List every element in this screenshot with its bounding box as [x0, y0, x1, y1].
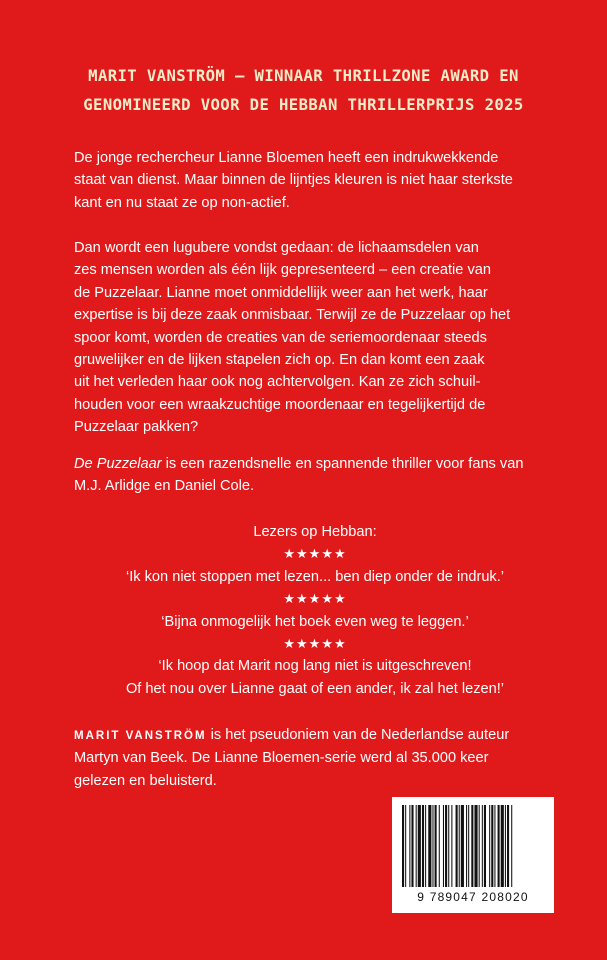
barcode-bar: [432, 805, 433, 887]
blurb-line: houden voor een wraakzuchtige moordenaar en tegelijkertijd de: [74, 396, 486, 413]
barcode-bar: [468, 805, 469, 887]
barcode-bar: [416, 805, 417, 887]
barcode-bar: [482, 805, 483, 887]
barcode-bar: [451, 805, 452, 887]
barcode-bars: [398, 805, 548, 889]
barcode-bar: [466, 805, 467, 887]
barcode-bar: [479, 805, 480, 887]
barcode-bar: [439, 805, 440, 887]
blurb-line: de Puzzelaar. Lianne moet onmiddellijk weer aan het werk, haar: [74, 284, 488, 301]
author-bio-line: gelezen en beluisterd.: [74, 772, 217, 789]
blurb-line: De jonge rechercheur Lianne Bloemen heeft een indrukwekkende: [74, 150, 499, 166]
barcode-bar: [445, 805, 447, 887]
author-bio-text: is het pseudoniem van de Nederlandse auteur: [206, 727, 510, 743]
isbn-number: 9 789047 208020: [417, 890, 529, 904]
barcode-bar: [484, 805, 486, 887]
barcode-bar: [411, 805, 413, 887]
barcode-bar: [402, 805, 404, 887]
author-bio: [74, 724, 554, 792]
author-bio-line: Martyn van Beek. De Lianne Bloemen-serie werd al 35.000 keer: [74, 750, 489, 767]
blurb-line: gruwelijker en de lijken stapelen zich op. En dan komt een zaak: [74, 352, 485, 369]
review-quote-1: ‘Ik kon niet stoppen met lezen... ben diep onder de indruk.’: [125, 568, 505, 585]
barcode-bar: [435, 805, 437, 887]
barcode-bar: [405, 805, 406, 887]
review-quote-3-line-1: ‘Ik hoop dat Marit nog lang niet is uitgeschreven!: [158, 658, 472, 675]
blurb-line: spoor komt, worden de creaties van de seriemoordenaar steeds: [74, 329, 487, 346]
blurb-line: zes mensen worden als één lijk gepresenteerd – een creatie van: [74, 262, 491, 279]
barcode-bar: [501, 805, 504, 887]
blurb-line: Puzzelaar pakken?: [74, 419, 199, 436]
blurb-paragraph-2: [74, 237, 544, 439]
author-bio-line: [74, 724, 554, 747]
barcode-bar: [491, 805, 493, 887]
barcode-bar: [422, 805, 424, 887]
blurb-line: staat van dienst. Maar binnen de lijntjes kleuren is niet haar sterkste: [74, 172, 513, 189]
author-name: MARIT VANSTRÖM: [74, 730, 207, 742]
barcode-bar: [471, 805, 473, 887]
reader-reviews: [40, 521, 590, 700]
barcode-bar: [494, 805, 495, 887]
reviews-heading: Lezers op Hebban:: [253, 524, 377, 540]
review-quote-2: ‘Bijna onmogelijk het boek even weg te leggen.’: [161, 613, 469, 630]
blurb-line: kant en nu staat ze op non-actief.: [74, 194, 290, 211]
blurb-text: is een razendsnelle en spannende thriller voor fans van: [161, 456, 524, 472]
barcode-bar: [511, 805, 512, 887]
barcode-bar: [474, 805, 477, 887]
star-rating: ★★★★★: [283, 636, 347, 652]
header-tagline: [20, 62, 587, 120]
barcode-bar: [448, 805, 449, 887]
blurb-paragraph-3: [74, 453, 544, 498]
barcode-bar: [489, 805, 490, 887]
book-title: De Puzzelaar: [74, 456, 162, 472]
barcode-bar: [507, 805, 509, 887]
blurb-line: M.J. Arlidge en Daniel Cole.: [74, 478, 255, 495]
star-rating: ★★★★★: [283, 546, 347, 562]
barcode-bar: [425, 805, 426, 887]
blurb-paragraph-1: [74, 147, 544, 214]
barcode-bar: [428, 805, 431, 887]
blurb-line: uit het verleden haar ook nog achtervolgen. Kan ze zich schuil-: [74, 374, 481, 391]
barcode-bar: [459, 805, 460, 887]
barcode-bar: [409, 805, 410, 887]
blurb-line: expertise is bij deze zaak onmisbaar. Terwijl ze de Puzzelaar op het: [74, 307, 511, 324]
barcode-bar: [456, 805, 458, 887]
header-line-2: GENOMINEERD VOOR DE HEBBAN THRILLERPRIJS 2025: [83, 96, 524, 114]
barcode-bar: [461, 805, 464, 887]
header-line-1: MARIT VANSTRÖM – WINNAAR THRILLZONE AWARD EN: [88, 67, 519, 85]
barcode-bar: [443, 805, 444, 887]
barcode-bar: [505, 805, 506, 887]
isbn-barcode: [392, 797, 554, 913]
barcode-bar: [498, 805, 500, 887]
star-rating: ★★★★★: [283, 591, 347, 607]
barcode-bar: [418, 805, 421, 887]
blurb-line: Dan wordt een lugubere vondst gedaan: de lichaamsdelen van: [74, 240, 479, 256]
review-quote-3-line-2: Of het nou over Lianne gaat of een ander, ik zal het lezen!’: [125, 680, 505, 697]
blurb-line: [74, 453, 544, 475]
